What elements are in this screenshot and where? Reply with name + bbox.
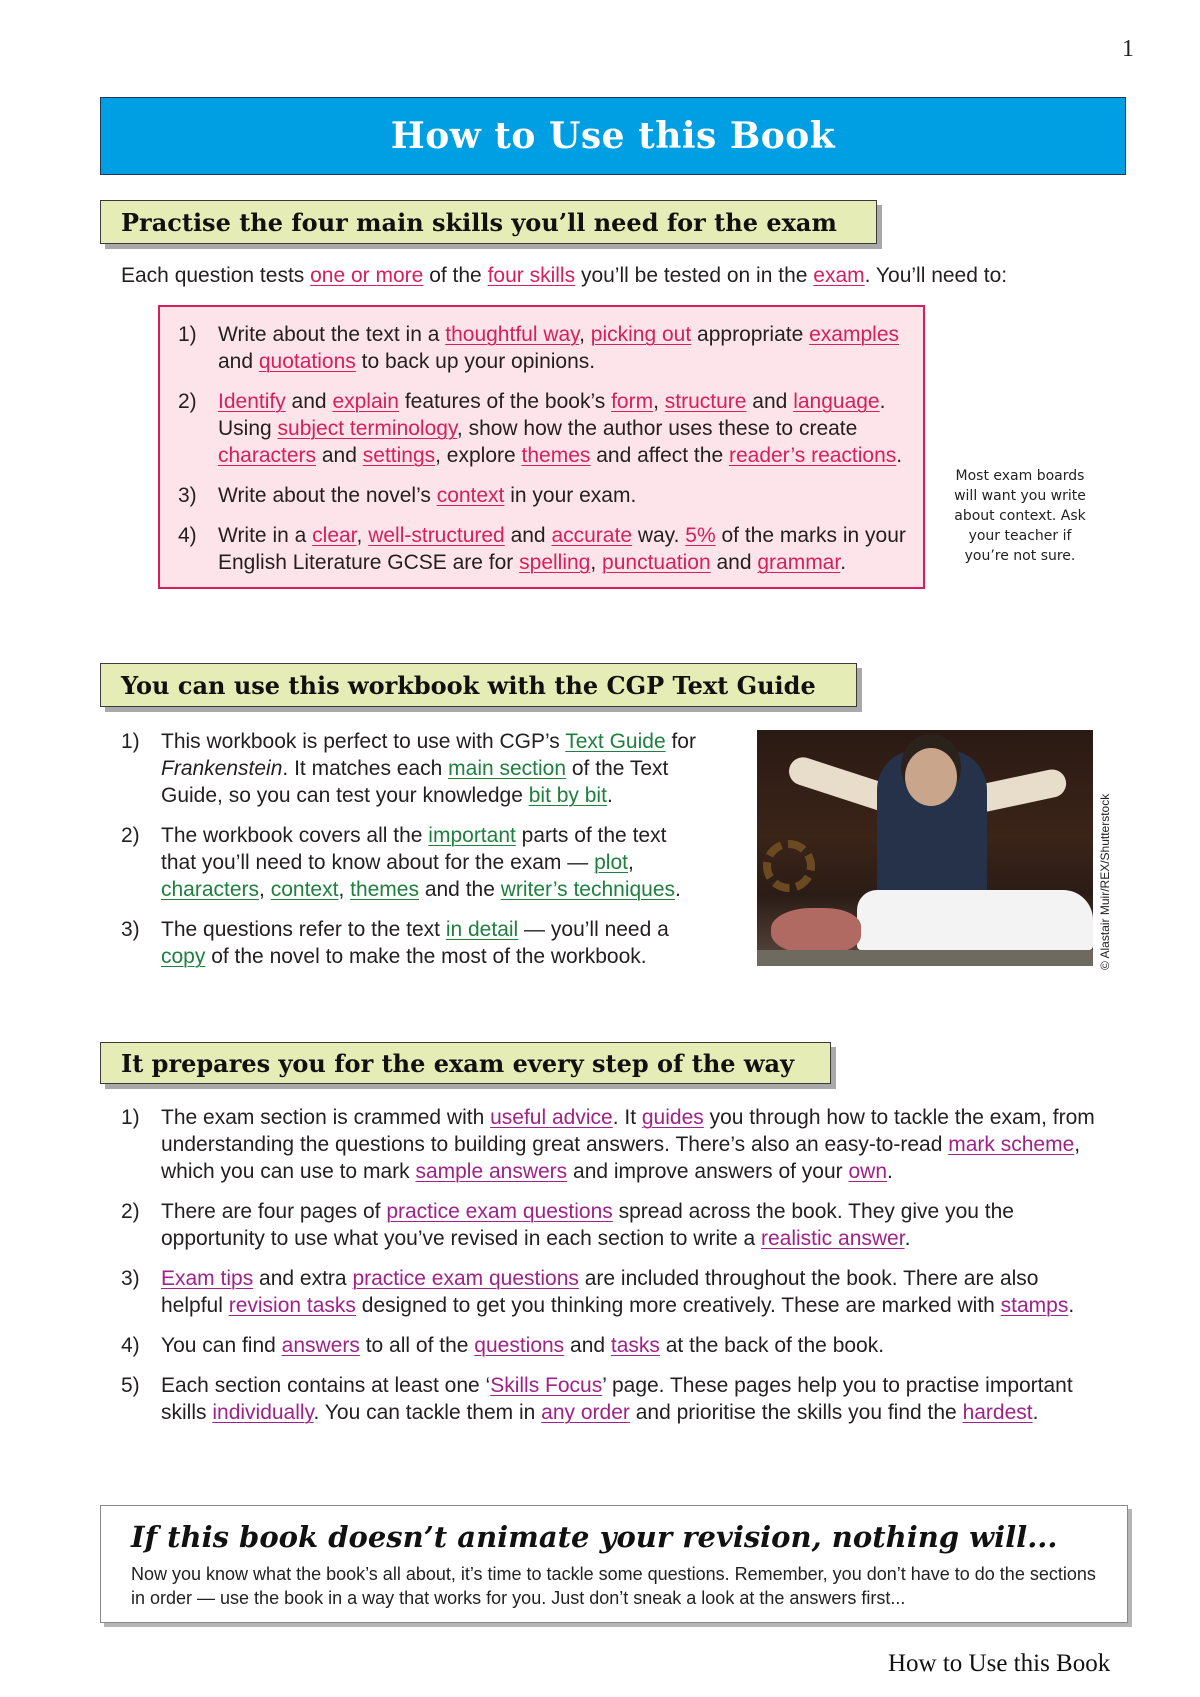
intro-text: Each question tests one or more of the four skills you’ll be tested on in the exam. You’ll need to: [121,264,1008,287]
keyword-link: settings [362,444,436,467]
keyword-link: revision tasks [228,1294,356,1317]
keyword-link: characters [161,878,260,901]
photo-credit: © Alastair Muir/REX/Shutterstock [1098,793,1112,970]
keyword-link: own [848,1160,888,1183]
keyword-link: themes [521,444,591,467]
page-title: How to Use this Book [390,115,836,157]
keyword-link: writer’s techniques [500,878,676,901]
list-item: 4) You can find answers to all of the questions and tasks at the back of the book. [121,1334,885,1357]
text-guide-block [121,728,701,983]
item-number: 2) [121,824,140,847]
exam-prep-block [121,1104,1106,1439]
keyword-link: examples [809,323,900,346]
keyword-link: bit by bit [528,784,607,807]
item-number: 1) [121,1106,140,1129]
keyword-link: practice exam questions [352,1267,579,1290]
keyword-link: important [428,824,516,847]
keyword-link: in detail [445,918,519,941]
page-footer: How to Use this Book [888,1650,1111,1677]
keyword-link: four skills [487,264,576,287]
keyword-link: questions [474,1334,565,1357]
keyword-link: exam [813,264,865,287]
keyword-link: context [436,484,505,507]
closing-text: Now you know what the book’s all about, it’s time to tackle some questions. Remember, you don’t have to do the sections in order — use the book in a way that works for you. Just don’t sneak a look at the answers first... [131,1564,1096,1608]
keyword-link: clear [312,524,357,547]
keyword-link: Text Guide [565,730,666,753]
item-number: 1) [178,323,197,346]
text-guide-list [121,728,701,970]
list-item: 1) The exam section is crammed with useful advice. It guides you through how to tackle the exam, from understanding the questions to building great answers. There’s also an easy-to-read mark scheme, which you can use to mark sample answers and improve answers of your own. [121,1106,1095,1183]
keyword-link: realistic answer [761,1227,905,1250]
keyword-link: grammar [757,551,841,574]
keyword-link: Exam tips [161,1267,254,1290]
keyword-link: explain [332,390,399,413]
list-item: 3) Write about the novel’s context in your exam. [178,484,637,507]
keyword-link: Skills Focus [490,1374,603,1397]
keyword-link: answers [281,1334,360,1357]
item-number: 3) [178,484,197,507]
frankenstein-photo [757,730,1093,966]
list-item: 1) Write about the text in a thoughtful way, picking out appropriate examples and quotations to back up your opinions. [178,323,900,373]
item-number: 4) [178,524,197,547]
keyword-link: accurate [551,524,632,547]
keyword-link: Identify [218,390,286,413]
item-number: 2) [178,390,197,413]
item-number: 3) [121,918,140,941]
item-number: 5) [121,1374,140,1397]
closing-heading: If this book doesn’t animate your revision, nothing will... [131,1520,1058,1554]
page-number: 1 [1122,36,1134,62]
keyword-link: hardest [962,1401,1033,1424]
keyword-link: copy [161,945,206,968]
item-number: 3) [121,1267,140,1290]
keyword-link: subject terminology [277,417,457,440]
keyword-link: language [793,390,880,413]
keyword-link: practice exam questions [386,1200,613,1223]
keyword-link: form [611,390,654,413]
keyword-link: tasks [610,1334,660,1357]
keyword-link: 5% [685,524,716,547]
keyword-link: reader’s reactions [728,444,897,467]
gear-decoration [763,840,815,892]
keyword-link: characters [218,444,317,467]
keyword-link: plot [594,851,628,874]
keyword-link: themes [350,878,419,901]
keyword-link: any order [541,1401,630,1424]
keyword-link: guides [641,1106,704,1129]
list-item: 3) The questions refer to the text in detail — you’ll need a copy of the novel to make the most of the workbook. [121,918,669,968]
keyword-link: punctuation [602,551,711,574]
keyword-link: spelling [519,551,591,574]
keyword-link: useful advice [490,1106,613,1129]
list-item: 2) Identify and explain features of the book’s form, structure and language. Using subject terminology, show how the author uses these to create characters and settings, explore themes and affect the reader’s reactions. [178,390,903,467]
keyword-link: thoughtful way [445,323,580,346]
keyword-link: structure [664,390,747,413]
keyword-link: picking out [590,323,692,346]
item-number: 4) [121,1334,140,1357]
skills-list [178,321,907,576]
keyword-link: mark scheme [948,1133,1075,1156]
closing-box [100,1505,1128,1623]
item-number: 2) [121,1200,140,1223]
skills-box [158,305,925,589]
list-item: 5) Each section contains at least one ‘Skills Focus’ page. These pages help you to practise important skills individually. You can tackle them in any order and prioritise the skills you find the hardest. [121,1374,1073,1424]
list-item: 2) There are four pages of practice exam questions spread across the book. They give you the opportunity to use what you’ve revised in each section to write a realistic answer. [121,1200,1014,1250]
keyword-link: individually [212,1401,314,1424]
list-item: 2) The workbook covers all the important parts of the text that you’ll need to know about for the exam — plot, characters, context, themes and the writer’s techniques. [121,824,681,901]
keyword-link: one or more [310,264,424,287]
context-side-note: Most exam boards will want you write about context. Ask your teacher if you’re not sure. [954,468,1086,564]
keyword-link: main section [448,757,567,780]
list-item: 4) Write in a clear, well-structured and accurate way. 5% of the marks in your English Literature GCSE are for spelling, punctuation and grammar. [178,524,906,574]
keyword-link: well-structured [368,524,505,547]
list-item: 3) Exam tips and extra practice exam questions are included throughout the book. There are also helpful revision tasks designed to get you thinking more creatively. These are marked with stamps. [121,1267,1075,1317]
item-number: 1) [121,730,140,753]
exam-prep-list [121,1104,1106,1426]
section-heading-text-guide: You can use this workbook with the CGP Text Guide [100,663,857,707]
section-heading-skills: Practise the four main skills you’ll need for the exam [100,200,877,244]
section-heading-exam-prep: It prepares you for the exam every step of the way [100,1042,831,1084]
keyword-link: context [270,878,339,901]
keyword-link: stamps [1000,1294,1069,1317]
list-item: 1) This workbook is perfect to use with CGP’s Text Guide for Frankenstein. It matches each main section of the Text Guide, so you can test your knowledge bit by bit. [121,730,696,807]
keyword-link: quotations [258,350,356,373]
page-title-bar [100,97,1126,175]
keyword-link: sample answers [415,1160,568,1183]
